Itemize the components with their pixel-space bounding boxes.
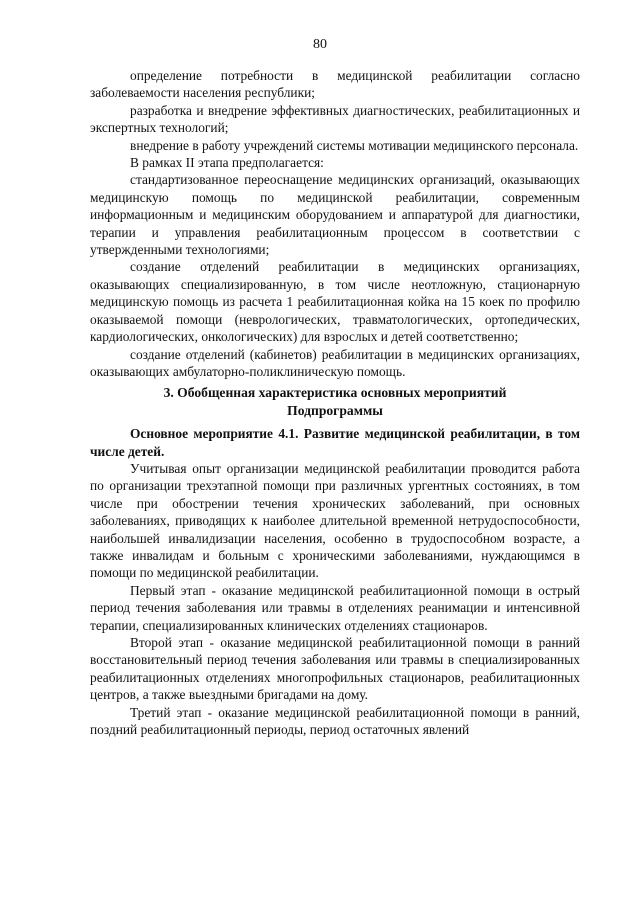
paragraph: определение потребности в медицинской реабилитации согласно заболеваемости населения республики; [90, 68, 580, 101]
paragraph: стандартизованное переоснащение медицинских организаций, оказывающих медицинскую помощь по медицинской реабилитации, современным информационным и медицинским оборудованием и аппаратурой для диагностики, терапии и управления реабилитационным процессом в соответствии с утвержденными технологиями; [90, 172, 580, 258]
paragraph: разработка и внедрение эффективных диагностических, реабилитационных и экспертных технологий; [90, 102, 580, 136]
paragraph: В рамках II этапа предполагается: [130, 155, 324, 171]
paragraph: создание отделений (кабинетов) реабилитации в медицинских организациях, оказывающих амбулаторно-поликлиническую помощь. [90, 346, 580, 379]
paragraph: Первый этап - оказание медицинской реабилитационной помощи в острый период течения заболевания или травмы в отделениях реанимации и интенсивной терапии, специализированных клинических отделениях стационаров. [90, 582, 580, 633]
section-heading-line-1: 3. Обобщенная характеристика основных мероприятий [163, 385, 507, 401]
section-heading [90, 384, 580, 419]
paragraph: Второй этап - оказание медицинской реабилитационной помощи в ранний восстановительный период течения заболевания или травмы в специализированных реабилитационных отделениях многопрофильных стационаров, реабилитационных центров, а также выездными бригадами на дому. [90, 635, 580, 703]
event-heading: Основное мероприятие 4.1. Развитие медицинской реабилитации, в том числе детей. [90, 426, 580, 459]
page-number: 80 [313, 37, 327, 52]
section-heading-line-2: Подпрограммы [287, 402, 383, 418]
paragraph: Учитывая опыт организации медицинской реабилитации проводится работа по организации трехэтапной помощи при различных ургентных состояниях, в том числе при обострении течения хронических заболеваний, при основных заболеваниях, приводящих к наиболее длительной временной нетрудоспособности, наибольшей инвалидизации населения, особенно в трудоспособном возрасте, а также инвалидам и больным с хроническими заболеваниями, нуждающимся в помощи по медицинской реабилитации. [90, 460, 580, 581]
paragraph: внедрение в работу учреждений системы мотивации медицинского персонала. [130, 137, 579, 153]
paragraph: Третий этап - оказание медицинской реабилитационной помощи в ранний, поздний реабилитационный периоды, период остаточных явлений [90, 704, 580, 738]
paragraph: создание отделений реабилитации в медицинских организациях, оказывающих специализированную, в том числе неотложную, стационарную медицинскую помощь из расчета 1 реабилитационная койка на 15 коек по профилю оказываемой помощи (неврологических, травматологических, ортопедических, кардиологических, онкологических) для взрослых и детей соответственно; [90, 259, 580, 345]
document-body [90, 67, 580, 738]
